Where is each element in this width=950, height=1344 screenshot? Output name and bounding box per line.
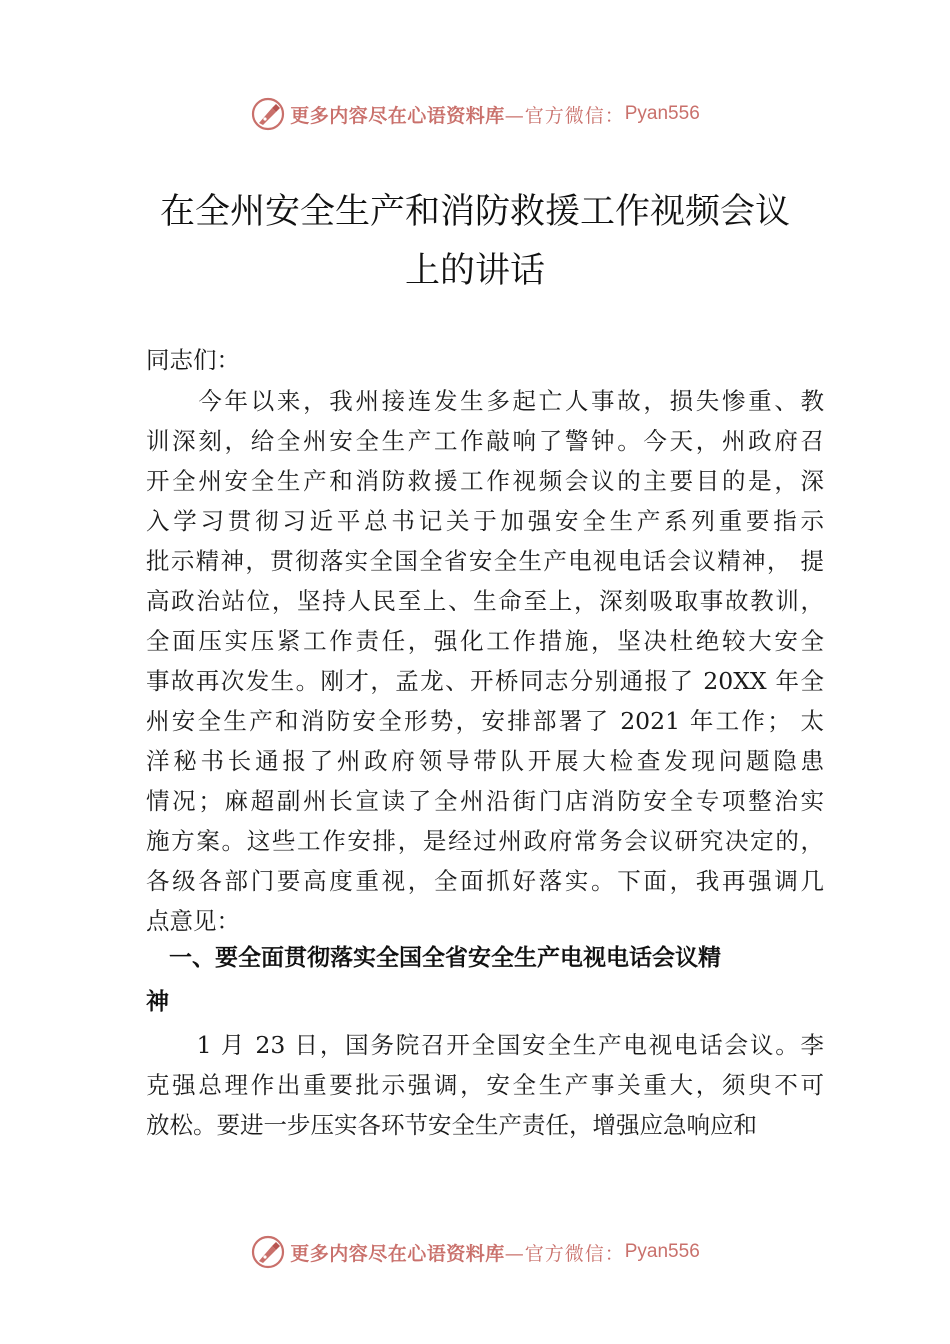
paragraph-line: 放松。要进一步压实各环节安全生产责任，增强应急响应和 — [146, 1111, 757, 1139]
paragraph-line: 全面压实压紧工作责任，强化工作措施，坚决杜绝较大安全 — [146, 627, 824, 655]
banner-text-library: 更多内容尽在心语资料库 — [290, 104, 505, 127]
banner-text-library: 更多内容尽在心语资料库 — [290, 1242, 505, 1265]
paragraph-line: 高政治站位，坚持人民至上、生命至上，深刻吸取事故教训， — [146, 587, 824, 615]
paragraph-line: 施方案。这些工作安排，是经过州政府常务会议研究决定的， — [146, 827, 824, 855]
banner-text-wechat-label: —官方微信： — [504, 104, 625, 127]
banner-text-wechat-id: Pyan556 — [624, 103, 700, 124]
document-title-line-1: 在全州安全生产和消防救援工作视频会议 — [159, 192, 790, 232]
section-heading-line-1: 一、要全面贯彻落实全国全省安全生产电视电话会议精 — [146, 945, 721, 971]
banner-text-wechat-id: Pyan556 — [624, 1241, 700, 1262]
paragraph-line: 洋秘书长通报了州政府领导带队开展大检查发现问题隐患 — [146, 747, 824, 775]
paragraph-line: 训深刻，给全州安全生产工作敲响了警钟。今天，州政府召 — [146, 427, 824, 455]
section-heading-line-2: 神 — [146, 989, 169, 1015]
paragraph-line: 各级各部门要高度重视，全面抓好落实。下面，我再强调几 — [146, 867, 824, 895]
salutation — [146, 340, 824, 380]
paragraph-line: 事故再次发生。刚才，孟龙、开桥同志分别通报了 20XX 年全 — [146, 667, 824, 695]
paragraph-line: 点意见： — [146, 907, 240, 935]
salutation-text: 同志们： — [146, 346, 240, 374]
paragraph-line: 克强总理作出重要批示强调，安全生产事关重大，须臾不可 — [146, 1071, 824, 1099]
paragraph-line: 情况；麻超副州长宣读了全州沿街门店消防安全专项整治实 — [146, 787, 824, 815]
pen-nib-logo-icon — [250, 1234, 286, 1270]
paragraph-line: 入学习贯彻习近平总书记关于加强安全生产系列重要指示 — [146, 507, 824, 535]
paragraph-2 — [146, 1025, 824, 1145]
footer-watermark-banner — [0, 1232, 950, 1272]
paragraph-line: 批示精神，贯彻落实全国全省安全生产电视电话会议精神， 提 — [146, 547, 824, 575]
paragraph-line: 开全州安全生产和消防救援工作视频会议的主要目的是，深 — [146, 467, 824, 495]
header-watermark-banner — [0, 94, 950, 134]
paragraph-line: 州安全生产和消防安全形势，安排部署了 2021 年工作； 太 — [146, 707, 824, 735]
document-title-line-2: 上的讲话 — [404, 251, 545, 291]
banner-text-wechat-label: —官方微信： — [504, 1242, 625, 1265]
pen-nib-logo-icon — [250, 96, 286, 132]
section-heading-1 — [146, 936, 824, 1024]
paragraph-1 — [146, 381, 824, 941]
paragraph-line: 1 月 23 日，国务院召开全国安全生产电视电话会议。李 — [146, 1031, 824, 1059]
paragraph-line: 今年以来，我州接连发生多起亡人事故，损失惨重、教 — [146, 387, 824, 415]
